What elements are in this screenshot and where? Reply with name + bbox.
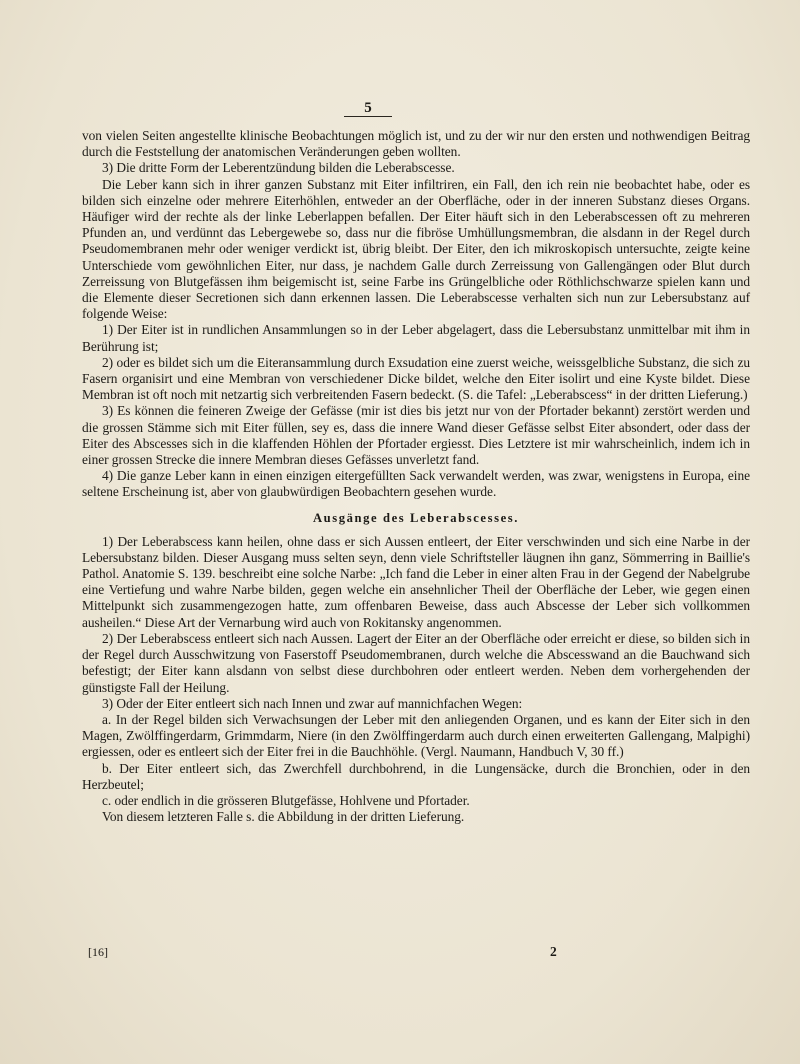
paragraph-outcome-1: 1) Der Leberabscess kann heilen, ohne dass er sich Aussen entleert, der Eiter verschwinden und sich eine Narbe in der Lebersubstanz bilden. Dieser Ausgang muss selten seyn, denn viele Schriftsteller läugnen ihn ganz, Sömmerring in Baillie's Pathol. Anatomie S. 139. beschreibt eine solche Narbe: „Ich fand die Leber in einer alten Frau in der Gegend der Nabelgrube eine Vertiefung und wahre Narbe bilden, gegen welche ein ansehnlicher Theil der Oberfläche der Leber, wie gegen einen Mittelpunkt sich zusammengezogen hatte, zum offenbaren Beweise, dass auch Abscesse der Leber sich vollkommen ausheilen.“ Diese Art der Vernarbung wird auch von Rokitansky angenommen. xyxy=(82,533,750,630)
paragraph-liver-description: Die Leber kann sich in ihrer ganzen Substanz mit Eiter infiltriren, ein Fall, den ich rein nie beobachtet habe, oder es bilden sich einzelne oder mehrere Eiterhöhlen, entweder an der Oberfläche, oder in der inneren Substanz dieses Organs. Häufiger wird der rechte als der linke Leberlappen befallen. Der Eiter häuft sich in den Leberabscessen oft zu mehreren Pfunden an, und verdünnt das Lebergewebe so, dass nur die fibröse Umhüllungsmembran, die alsdann in der Regel durch Pseudomembranen mehr oder weniger verdickt ist, übrig bleibt. Der Eiter, den ich mikroskopisch untersuchte, zeigte keine Unterschiede vom gewöhnlichen Eiter, nur dass, je nachdem Galle durch Zerreissung von Gallengängen oder Blut durch Zerreissung von Blutgefässen ihm beigemischt ist, seine Farbe ins Grüngelbliche oder Röthlichschwarze spielen kann und die Elemente dieser Secretionen sich dann erkennen lassen. Die Leberabscesse verhalten sich nun zur Lebersubstanz auf folgende Weise: xyxy=(82,176,750,322)
footer-sheet-number: 2 xyxy=(550,944,557,959)
paragraph-third-form: 3) Die dritte Form der Leberentzündung bilden die Leberabscesse. xyxy=(102,160,455,176)
paragraph-item-2: 2) oder es bildet sich um die Eiteransammlung durch Exsudation eine zuerst weiche, weissgelbliche Substanz, die sich zu Fasern organisirt und eine Membran von verschiedener Dicke bildet, welche den Eiter isolirt und eine Kyste bildet. Diese Membran ist oft noch mit netzartig sich verbreitenden Fasern bedeckt. (S. die Tafel: „Leberabscess“ in der dritten Lieferung.) xyxy=(82,354,750,403)
paragraph-outcome-3a: a. In der Regel bilden sich Verwachsungen der Leber mit den anliegenden Organen, und es kann der Eiter sich in den Magen, Zwölffingerdarm, Grimmdarm, Niere (in den Zwölffingerdarm auch durch einen erweiterten Gallengang, Malpighi) ergiessen, oder es entleert sich der Eiter frei in die Bauchhöhle. (Vergl. Naumann, Handbuch V, 30 ff.) xyxy=(82,711,750,760)
paragraph-closing: Von diesem letzteren Falle s. die Abbildung in der dritten Lieferung. xyxy=(102,809,465,825)
paragraph-continuation: von vielen Seiten angestellte klinische Beobachtungen möglich ist, und zu der wir nur den ersten und nothwendigen Beitrag durch die Feststellung der anatomischen Veränderungen geben wollten. xyxy=(82,128,750,160)
paragraph-item-3: 3) Es können die feineren Zweige der Gefässe (mir ist dies bis jetzt nur von der Pfortader bekannt) zerstört werden und die grossen Stämme sich mit Eiter füllen, sey es, dass die innere Wand dieser Gefässe selbst Eiter absondert, oder dass der Eiter des Abscesses sich in die klaffenden Höhlen der Pfortader ergiesst. Dies Letztere ist mir wahrscheinlich, indem ich in einer grossen Strecke die innere Membran dieses Gefässes unverletzt fand. xyxy=(82,403,750,468)
paragraph-item-1: 1) Der Eiter ist in rundlichen Ansammlungen so in der Leber abgelagert, dass die Lebersubstanz unmittelbar mit ihm in Berührung ist; xyxy=(82,322,750,354)
text-body xyxy=(82,128,750,825)
paragraph-outcome-3c: c. oder endlich in die grösseren Blutgefässe, Hohlvene und Pfortader. xyxy=(102,792,470,808)
paragraph-outcome-3: 3) Oder der Eiter entleert sich nach Innen und zwar auf mannichfachen Wegen: xyxy=(102,695,523,711)
footer-signature: [16] xyxy=(88,945,108,959)
section-heading: Ausgänge des Leberabscesses. xyxy=(312,510,520,525)
paragraph-item-4: 4) Die ganze Leber kann in einen einzigen eitergefüllten Sack verwandelt werden, was zwar, wenigstens in Europa, eine seltene Erscheinung ist, aber von glaubwürdigen Beobachtern gesehen wurde. xyxy=(82,468,750,500)
paragraph-outcome-3b: b. Der Eiter entleert sich, das Zwerchfell durchbohrend, in die Lungensäcke, durch die Bronchien, oder in den Herzbeutel; xyxy=(82,760,750,792)
page-number: 5 xyxy=(344,100,392,117)
paragraph-outcome-2: 2) Der Leberabscess entleert sich nach Aussen. Lagert der Eiter an der Oberfläche oder erreicht er diese, so bilden sich in der Regel durch Ausschwitzung von Faserstoff Pseudomembranen, durch welche die Abscesswand an die Bauchwand sich befestigt; der Eiter kann alsdann von selbst diese durchbohren oder entleert werden. Neben dem vorhergehenden der günstigste Fall der Heilung. xyxy=(82,630,750,695)
